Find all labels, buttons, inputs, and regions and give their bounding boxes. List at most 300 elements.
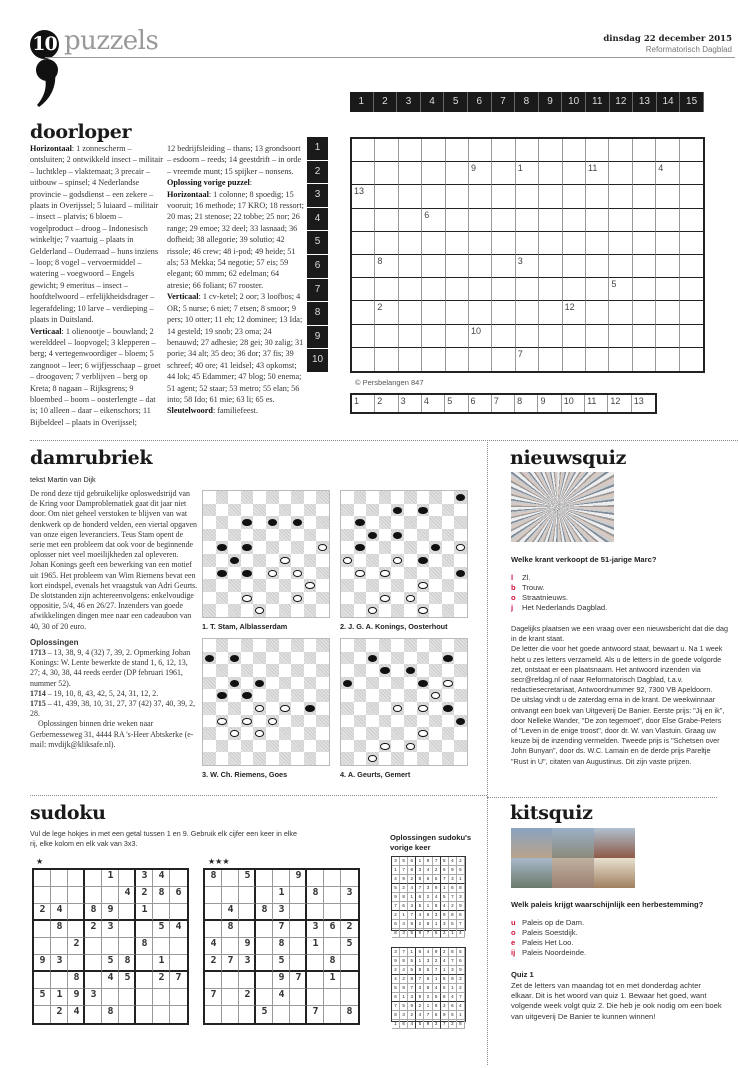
board-square xyxy=(454,541,467,554)
grid-cell[interactable] xyxy=(399,255,422,278)
answer-cell[interactable] xyxy=(492,395,515,412)
sudoku-row-digits: 24 89 1 xyxy=(39,904,193,915)
grid-cell[interactable] xyxy=(399,278,422,301)
grid-cell[interactable] xyxy=(516,325,539,348)
answer-cell[interactable] xyxy=(562,395,585,412)
clue-text: : 1 zonnescherm – ontsluiten; 2 ontwikkeld insect – militair – luchtklep – vlaktemaat; 3 precair – uitbouw – spinsel; 4 Nederlandse provincie – godsdienst – een zekere – plaats in Overijssel; 5 luiaard – militair – insect – platvis; 6 bloem – vogelproduct – droog – Indonesisch winkeltje; 7 vaartuig – plaats in Gelderland – Ouderraad – huns inziens – loop; 8 vogel – vervoermiddel – watering – voegwoord – Engels gewicht; 9 emeritus – insect – hoofdtelwoord – erfelijkheidsdrager – legerafdeling; 10 larve – verdieping – plaats in Duitsland. xyxy=(30,144,164,325)
grid-cell[interactable] xyxy=(375,325,398,348)
grid-cell[interactable] xyxy=(422,325,445,348)
grid-cell[interactable] xyxy=(633,139,656,162)
clue-number: 7 xyxy=(517,348,523,359)
solution-cell: 9 xyxy=(449,975,457,984)
grid-cell[interactable] xyxy=(446,185,469,208)
black-piece xyxy=(443,705,453,712)
board-square xyxy=(253,652,266,665)
grid-cell[interactable] xyxy=(352,325,375,348)
grid-cell[interactable] xyxy=(375,162,398,185)
grid-cell[interactable] xyxy=(469,255,492,278)
solution-cell: 8 xyxy=(449,948,457,957)
solution-cell: 4 xyxy=(424,866,432,875)
palace-photo xyxy=(594,828,635,858)
answer-option[interactable] xyxy=(511,948,586,958)
answer-cell-number: 2 xyxy=(377,396,383,406)
board-square xyxy=(454,715,467,728)
grid-cell[interactable] xyxy=(516,139,539,162)
grid-cell[interactable] xyxy=(352,301,375,324)
kitsquiz-title: kitsquiz xyxy=(510,802,593,824)
grid-cell[interactable] xyxy=(399,162,422,185)
grid-cell[interactable] xyxy=(399,139,422,162)
grid-cell[interactable] xyxy=(446,209,469,232)
grid-cell[interactable] xyxy=(586,232,609,255)
solution-cell: 7 xyxy=(433,966,441,975)
grid-cell[interactable] xyxy=(539,255,562,278)
board-square xyxy=(379,592,392,605)
body-paragraph: De letter die voor het goede antwoord staat, bewaart u. Na 1 week hebt u zes letters verzameld. Als u de letters in de goede volgorde zet, ontstaat er een plaatsnaam. Het antwoord inzenden via secr@refdag.nl of naar Reformatorisch Dagblad, t.a.v. redactiesecretariaat, Antwoordnummer 92, 7300 VB Apeldoorn. xyxy=(511,644,723,695)
grid-cell[interactable] xyxy=(609,301,632,324)
sudoku-hard[interactable] xyxy=(203,868,364,1025)
grid-cell[interactable] xyxy=(469,278,492,301)
grid-cell[interactable] xyxy=(516,301,539,324)
board-square xyxy=(429,715,442,728)
board-square xyxy=(253,689,266,702)
grid-cell[interactable] xyxy=(446,232,469,255)
grid-cell[interactable] xyxy=(516,185,539,208)
grid-cell[interactable] xyxy=(422,209,445,232)
clue-heading: Verticaal xyxy=(167,292,199,302)
grid-cell[interactable] xyxy=(352,185,375,208)
grid-cell[interactable] xyxy=(586,301,609,324)
grid-cell[interactable] xyxy=(352,162,375,185)
grid-cell[interactable] xyxy=(516,278,539,301)
white-piece xyxy=(380,570,390,577)
board-square xyxy=(391,592,404,605)
grid-cell[interactable] xyxy=(422,278,445,301)
board-square xyxy=(404,702,417,715)
header-rule xyxy=(45,57,735,58)
clue-number: 2 xyxy=(377,302,383,313)
board-square xyxy=(203,740,216,753)
grid-cell[interactable] xyxy=(492,278,515,301)
board-square xyxy=(404,652,417,665)
grid-cell[interactable] xyxy=(446,301,469,324)
grid-cell[interactable] xyxy=(586,325,609,348)
grid-cell[interactable] xyxy=(469,162,492,185)
answer-cell[interactable] xyxy=(608,395,631,412)
answer-cell[interactable] xyxy=(469,395,492,412)
grid-cell[interactable] xyxy=(680,301,703,324)
solution-cell: 7 xyxy=(408,911,416,920)
answer-cell[interactable] xyxy=(632,395,655,412)
grid-cell[interactable] xyxy=(375,301,398,324)
board-square xyxy=(316,529,329,542)
grid-cell[interactable] xyxy=(680,278,703,301)
grid-cell[interactable] xyxy=(633,255,656,278)
board-square xyxy=(228,752,241,765)
grid-cell[interactable] xyxy=(563,278,586,301)
grid-cell[interactable] xyxy=(399,232,422,255)
board-square xyxy=(391,652,404,665)
grid-cell[interactable] xyxy=(399,301,422,324)
grid-cell[interactable] xyxy=(352,139,375,162)
sudoku-solution xyxy=(391,947,466,1026)
white-piece xyxy=(280,557,290,564)
grid-cell[interactable] xyxy=(586,139,609,162)
grid-cell[interactable] xyxy=(539,301,562,324)
white-piece xyxy=(406,595,416,602)
solution-number: 1715 xyxy=(30,699,46,709)
board-square xyxy=(404,752,417,765)
solution-cell: 7 xyxy=(392,1002,400,1011)
grid-cell[interactable] xyxy=(563,232,586,255)
answer-option[interactable] xyxy=(511,918,586,928)
board-square xyxy=(216,554,229,567)
grid-cell[interactable] xyxy=(446,139,469,162)
board-square xyxy=(417,491,430,504)
black-piece xyxy=(242,519,252,526)
grid-cell[interactable] xyxy=(492,301,515,324)
grid-cell[interactable] xyxy=(539,162,562,185)
grid-cell[interactable] xyxy=(609,185,632,208)
answer-option[interactable] xyxy=(511,583,607,593)
solution-cell: 7 xyxy=(457,920,465,929)
white-piece xyxy=(242,595,252,602)
grid-cell[interactable] xyxy=(586,185,609,208)
clue-text: : xyxy=(249,178,253,188)
board-square xyxy=(266,604,279,617)
board-square xyxy=(404,677,417,690)
grid-cell[interactable] xyxy=(422,139,445,162)
solutions-heading: Oplossingen xyxy=(30,637,79,647)
board-square xyxy=(216,516,229,529)
sudoku-solution xyxy=(391,856,466,935)
grid-cell[interactable] xyxy=(422,301,445,324)
grid-cell[interactable] xyxy=(633,301,656,324)
grid-cell[interactable] xyxy=(586,348,609,371)
quiz-instructions: Zet de letters van maandag tot en met donderdag achter elkaar. Dit is het woord van quiz 1. Bewaar het goed, want volgende week volgt quiz 2. Die heb je ook nodig om een boek van uitgeverij De Banier te kunnen winnen! xyxy=(511,981,722,1021)
solution-cell: 8 xyxy=(400,957,408,966)
grid-cell[interactable] xyxy=(609,139,632,162)
grid-cell[interactable] xyxy=(492,325,515,348)
white-piece xyxy=(418,705,428,712)
board-square xyxy=(304,677,317,690)
board-square xyxy=(216,592,229,605)
grid-cell[interactable] xyxy=(680,162,703,185)
grid-cell[interactable] xyxy=(469,139,492,162)
grid-cell[interactable] xyxy=(422,348,445,371)
grid-cell[interactable] xyxy=(399,325,422,348)
grid-cell[interactable] xyxy=(539,325,562,348)
grid-cell[interactable] xyxy=(516,255,539,278)
board-square xyxy=(291,689,304,702)
grid-cell[interactable] xyxy=(469,325,492,348)
grid-cell[interactable] xyxy=(352,209,375,232)
board-square xyxy=(291,752,304,765)
board-square xyxy=(454,652,467,665)
grid-cell[interactable] xyxy=(375,209,398,232)
board-square xyxy=(304,702,317,715)
grid-cell[interactable] xyxy=(352,348,375,371)
grid-cell[interactable] xyxy=(633,162,656,185)
grid-cell[interactable] xyxy=(563,209,586,232)
grid-cell[interactable] xyxy=(656,301,679,324)
answer-option[interactable] xyxy=(511,603,607,613)
grid-cell[interactable] xyxy=(399,185,422,208)
board-square xyxy=(379,727,392,740)
grid-cell[interactable] xyxy=(469,301,492,324)
grid-cell[interactable] xyxy=(609,162,632,185)
board-square xyxy=(429,652,442,665)
clue-number: 8 xyxy=(377,256,383,266)
grid-cell[interactable] xyxy=(516,348,539,371)
board-square xyxy=(203,592,216,605)
grid-cell[interactable] xyxy=(446,348,469,371)
board-square xyxy=(291,592,304,605)
solution-cell: 8 xyxy=(457,1020,465,1029)
grid-cell[interactable] xyxy=(609,278,632,301)
grid-cell[interactable] xyxy=(539,278,562,301)
grid-cell[interactable] xyxy=(352,255,375,278)
grid-cell[interactable] xyxy=(516,232,539,255)
grid-cell[interactable] xyxy=(680,185,703,208)
grid-cell[interactable] xyxy=(656,232,679,255)
solution-cell: 4 xyxy=(433,893,441,902)
solution-cell: 3 xyxy=(424,957,432,966)
grid-cell[interactable] xyxy=(375,348,398,371)
grid-cell[interactable] xyxy=(446,278,469,301)
grid-cell[interactable] xyxy=(680,255,703,278)
board-square xyxy=(366,592,379,605)
grid-cell[interactable] xyxy=(656,139,679,162)
board-square xyxy=(454,639,467,652)
grid-cell[interactable] xyxy=(446,325,469,348)
board-square xyxy=(429,689,442,702)
grid-cell[interactable] xyxy=(469,348,492,371)
grid-cell[interactable] xyxy=(539,185,562,208)
grid-cell[interactable] xyxy=(352,232,375,255)
answer-cell[interactable] xyxy=(375,395,398,412)
grid-cell[interactable] xyxy=(399,348,422,371)
board-square xyxy=(417,592,430,605)
board-square xyxy=(404,740,417,753)
sudoku-row-digits: 24 8 xyxy=(39,1006,193,1017)
board-square xyxy=(391,516,404,529)
grid-cell[interactable] xyxy=(609,325,632,348)
solution-cell: 3 xyxy=(400,929,408,938)
clue-paragraph xyxy=(167,405,304,416)
board-square xyxy=(216,664,229,677)
board-square xyxy=(417,689,430,702)
clue-number: 11 xyxy=(587,163,598,174)
grid-cell[interactable] xyxy=(539,348,562,371)
grid-cell[interactable] xyxy=(656,325,679,348)
answer-cell[interactable] xyxy=(515,395,538,412)
board-square xyxy=(316,727,329,740)
solution-cell: 5 xyxy=(433,875,441,884)
grid-cell[interactable] xyxy=(680,209,703,232)
grid-cell[interactable] xyxy=(563,185,586,208)
body-paragraph: Dagelijks plaatsen we een vraag over een nieuwsbericht dat die dag in de krant staat. xyxy=(511,624,728,644)
grid-cell[interactable] xyxy=(469,209,492,232)
grid-cell[interactable] xyxy=(446,162,469,185)
grid-cell[interactable] xyxy=(586,255,609,278)
column-number-bar xyxy=(350,92,704,112)
grid-cell[interactable] xyxy=(352,278,375,301)
board-square xyxy=(228,516,241,529)
board-square xyxy=(304,529,317,542)
solution-cell: 6 xyxy=(449,884,457,893)
white-piece xyxy=(456,544,466,551)
grid-cell[interactable] xyxy=(492,255,515,278)
answer-option[interactable] xyxy=(511,938,586,948)
grid-cell[interactable] xyxy=(563,255,586,278)
board-square xyxy=(429,604,442,617)
grid-cell[interactable] xyxy=(375,185,398,208)
grid-cell[interactable] xyxy=(375,232,398,255)
grid-cell[interactable] xyxy=(422,162,445,185)
draughts-board xyxy=(340,490,468,618)
solution-cell: 6 xyxy=(408,857,416,866)
board-square xyxy=(216,579,229,592)
grid-cell[interactable] xyxy=(656,348,679,371)
grid-cell[interactable] xyxy=(563,325,586,348)
grid-cell[interactable] xyxy=(586,278,609,301)
grid-cell[interactable] xyxy=(586,209,609,232)
grid-cell[interactable] xyxy=(516,209,539,232)
grid-cell[interactable] xyxy=(563,139,586,162)
board-square xyxy=(253,677,266,690)
grid-cell[interactable] xyxy=(680,139,703,162)
board-square xyxy=(253,567,266,580)
grid-cell[interactable] xyxy=(422,255,445,278)
white-piece xyxy=(268,718,278,725)
grid-cell[interactable] xyxy=(563,162,586,185)
answer-cell[interactable] xyxy=(445,395,468,412)
grid-cell[interactable] xyxy=(609,209,632,232)
grid-cell[interactable] xyxy=(375,255,398,278)
grid-cell[interactable] xyxy=(656,185,679,208)
sudoku-row-digits: 5193 xyxy=(39,989,193,1000)
board-square xyxy=(216,740,229,753)
grid-cell[interactable] xyxy=(469,185,492,208)
copyright: © Persbelangen 847 xyxy=(355,378,424,387)
grid-cell[interactable] xyxy=(633,232,656,255)
grid-cell[interactable] xyxy=(422,232,445,255)
grid-cell[interactable] xyxy=(492,232,515,255)
grid-cell[interactable] xyxy=(586,162,609,185)
grid-cell[interactable] xyxy=(633,278,656,301)
solution-cell: 1 xyxy=(416,857,424,866)
column-number: 2 xyxy=(374,92,398,112)
board-square xyxy=(366,727,379,740)
grid-cell[interactable] xyxy=(375,278,398,301)
grid-cell[interactable] xyxy=(609,232,632,255)
solution-cell: 7 xyxy=(392,902,400,911)
solution-cell: 7 xyxy=(424,1011,432,1020)
grid-cell[interactable] xyxy=(492,348,515,371)
board-square xyxy=(429,664,442,677)
grid-cell[interactable] xyxy=(680,325,703,348)
board-square xyxy=(417,677,430,690)
board-square xyxy=(279,639,292,652)
answer-cell-number: 13 xyxy=(633,396,644,406)
answer-option[interactable] xyxy=(511,593,607,603)
clue-number: 5 xyxy=(611,279,617,290)
grid-cell[interactable] xyxy=(633,209,656,232)
grid-cell[interactable] xyxy=(492,162,515,185)
grid-cell[interactable] xyxy=(656,278,679,301)
grid-cell[interactable] xyxy=(680,232,703,255)
board-square xyxy=(366,740,379,753)
grid-cell[interactable] xyxy=(633,348,656,371)
clue-heading: Horizontaal xyxy=(30,144,72,153)
board-square xyxy=(203,727,216,740)
grid-cell[interactable] xyxy=(539,232,562,255)
board-square xyxy=(354,715,367,728)
grid-cell[interactable] xyxy=(539,209,562,232)
answer-option[interactable] xyxy=(511,928,586,938)
grid-cell[interactable] xyxy=(399,209,422,232)
board-square xyxy=(454,529,467,542)
grid-cell[interactable] xyxy=(633,325,656,348)
clue-number: 3 xyxy=(517,256,523,266)
grid-cell[interactable] xyxy=(633,185,656,208)
sudoku-row-digits: 1 8 3 xyxy=(210,887,364,898)
answer-option[interactable] xyxy=(511,573,607,583)
option-letter: o xyxy=(511,928,516,937)
column-number: 9 xyxy=(539,92,563,112)
grid-cell[interactable] xyxy=(680,348,703,371)
grid-cell[interactable] xyxy=(446,255,469,278)
answer-cell[interactable] xyxy=(585,395,608,412)
grid-cell[interactable] xyxy=(469,232,492,255)
board-square xyxy=(417,579,430,592)
grid-cell[interactable] xyxy=(422,185,445,208)
clue-number: 10 xyxy=(470,325,481,336)
answer-cell[interactable] xyxy=(352,395,375,412)
solution-cell: 2 xyxy=(400,975,408,984)
answer-cell[interactable] xyxy=(399,395,422,412)
sudoku-row-digits: 5 7 8 xyxy=(210,1006,364,1017)
grid-cell[interactable] xyxy=(516,162,539,185)
clue-number: 1 xyxy=(517,163,523,174)
solution-cell: 8 xyxy=(441,993,449,1002)
grid-cell[interactable] xyxy=(609,255,632,278)
grid-cell[interactable] xyxy=(656,255,679,278)
grid-cell[interactable] xyxy=(539,139,562,162)
board-square xyxy=(341,752,354,765)
grid-cell[interactable] xyxy=(656,209,679,232)
sudoku-easy[interactable] xyxy=(32,868,193,1025)
solution-cell: 5 xyxy=(433,993,441,1002)
grid-cell[interactable] xyxy=(563,348,586,371)
answer-cell-number: 4 xyxy=(423,396,429,406)
grid-cell[interactable] xyxy=(656,162,679,185)
grid-cell[interactable] xyxy=(609,348,632,371)
grid-cell[interactable] xyxy=(492,209,515,232)
grid-cell[interactable] xyxy=(563,301,586,324)
column-number: 5 xyxy=(444,92,468,112)
white-piece xyxy=(431,692,441,699)
grid-cell[interactable] xyxy=(375,139,398,162)
answer-cell[interactable] xyxy=(422,395,445,412)
answer-cell[interactable] xyxy=(538,395,561,412)
grid-cell[interactable] xyxy=(492,139,515,162)
sudoku-row-digits: 8 7 362 xyxy=(210,921,364,932)
board-square xyxy=(279,664,292,677)
board-square xyxy=(253,592,266,605)
grid-cell[interactable] xyxy=(492,185,515,208)
